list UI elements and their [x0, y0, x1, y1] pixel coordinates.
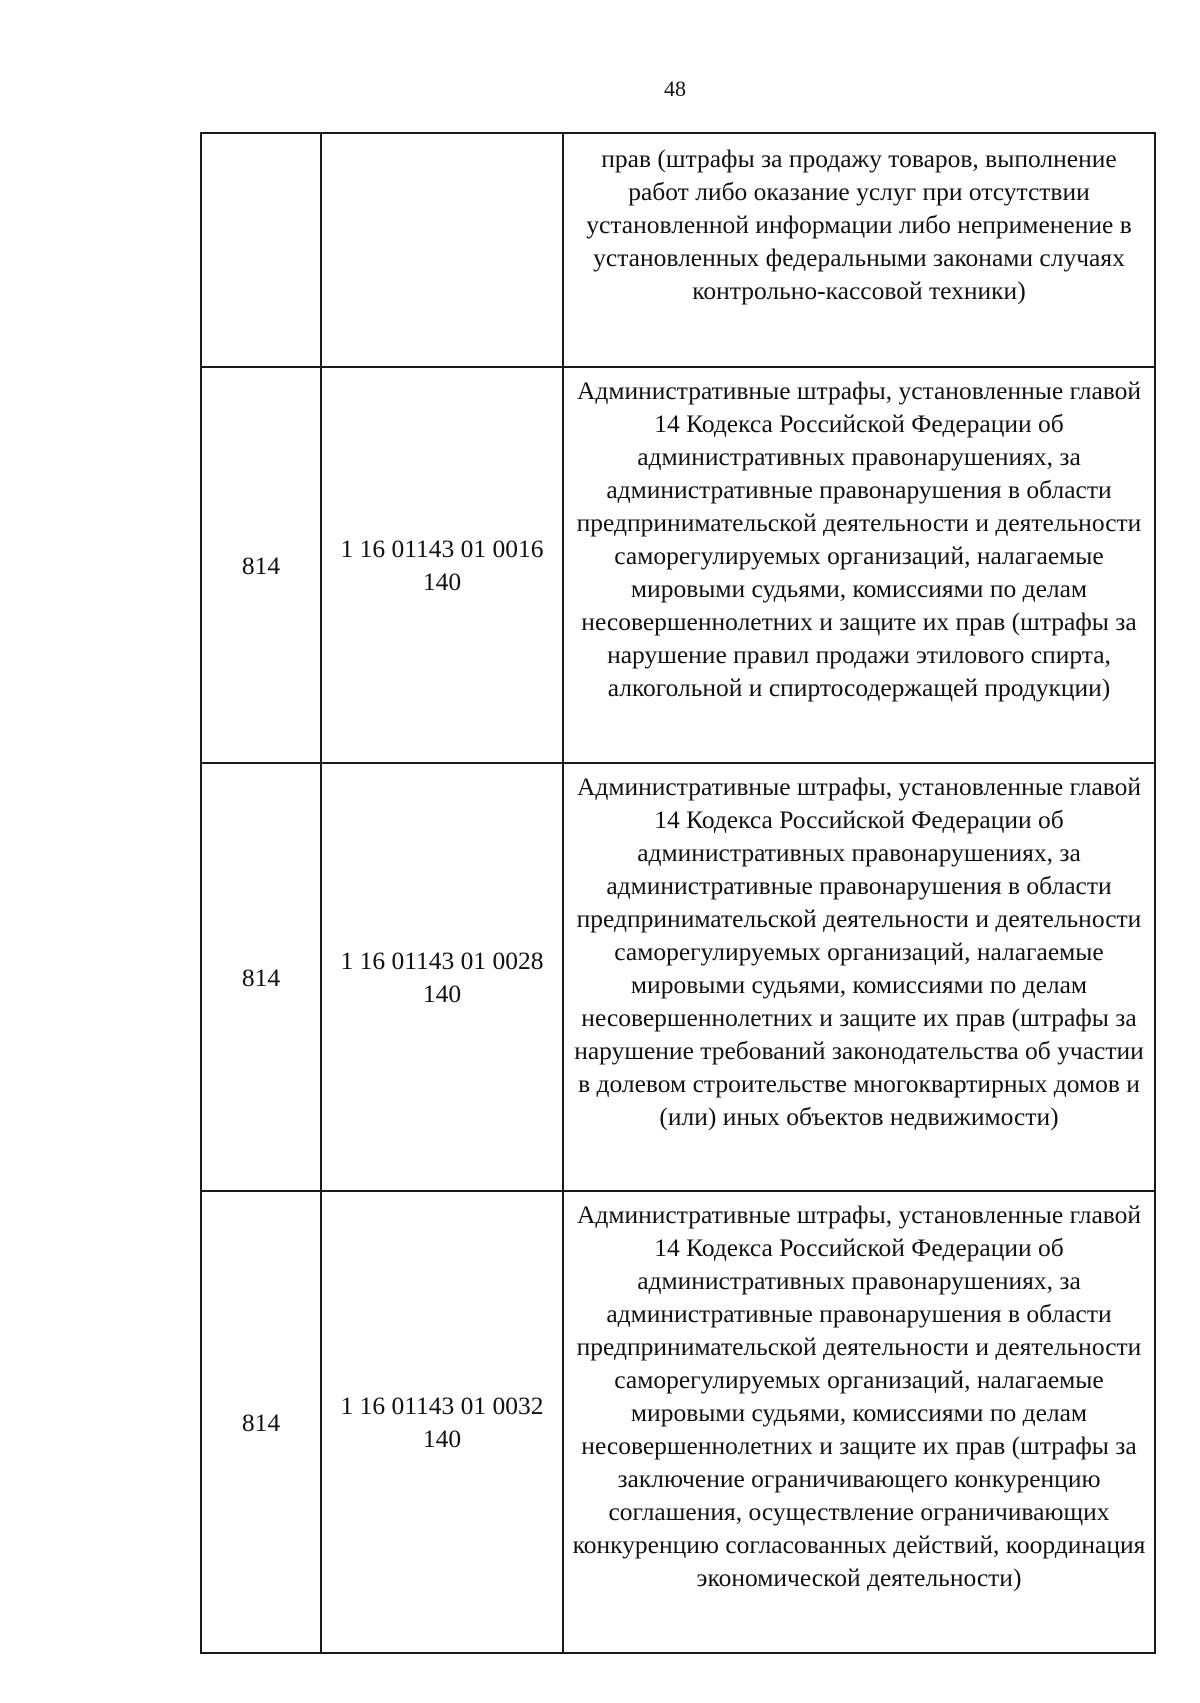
table-row: [201, 1191, 1155, 1653]
admin-code-cell: 814: [201, 763, 321, 1191]
kbk-code-cell: 1 16 01143 01 0032 140: [321, 1191, 563, 1653]
page-number: 48: [664, 76, 686, 101]
table-row: [201, 763, 1155, 1191]
table-row: [201, 133, 1155, 367]
description-cell: Административные штрафы, установленные главой 14 Кодекса Российской Федерации об административных правонарушениях, за административные правонарушения в области предпринимательской деятельности и деятельности саморегулируемых организаций, налагаемые мировыми судьями, комиссиями по делам несовершеннолетних и защите их прав (штрафы за нарушение требований законодательства об участии в долевом строительстве многоквартирных домов и (или) иных объектов недвижимости): [563, 763, 1155, 1191]
table-row: [201, 367, 1155, 763]
admin-code-cell: 814: [201, 367, 321, 763]
fines-table: [200, 132, 1156, 1654]
description-cell: прав (штрафы за продажу товаров, выполнение работ либо оказание услуг при отсутствии установленной информации либо неприменение в установленных федеральными законами случаях контрольно-кассовой техники): [563, 133, 1155, 367]
admin-code-cell: [201, 133, 321, 367]
admin-code-cell: 814: [201, 1191, 321, 1653]
description-cell: Административные штрафы, установленные главой 14 Кодекса Российской Федерации об административных правонарушениях, за административные правонарушения в области предпринимательской деятельности и деятельности саморегулируемых организаций, налагаемые мировыми судьями, комиссиями по делам несовершеннолетних и защите их прав (штрафы за нарушение правил продажи этилового спирта, алкогольной и спиртосодержащей продукции): [563, 367, 1155, 763]
kbk-code-cell: 1 16 01143 01 0028 140: [321, 763, 563, 1191]
kbk-code-cell: 1 16 01143 01 0016 140: [321, 367, 563, 763]
description-cell: Административные штрафы, установленные главой 14 Кодекса Российской Федерации об административных правонарушениях, за административные правонарушения в области предпринимательской деятельности и деятельности саморегулируемых организаций, налагаемые мировыми судьями, комиссиями по делам несовершеннолетних и защите их прав (штрафы за заключение ограничивающего конкуренцию соглашения, осуществление ограничивающих конкуренцию согласованных действий, координация экономической деятельности): [563, 1191, 1155, 1653]
kbk-code-cell: [321, 133, 563, 367]
